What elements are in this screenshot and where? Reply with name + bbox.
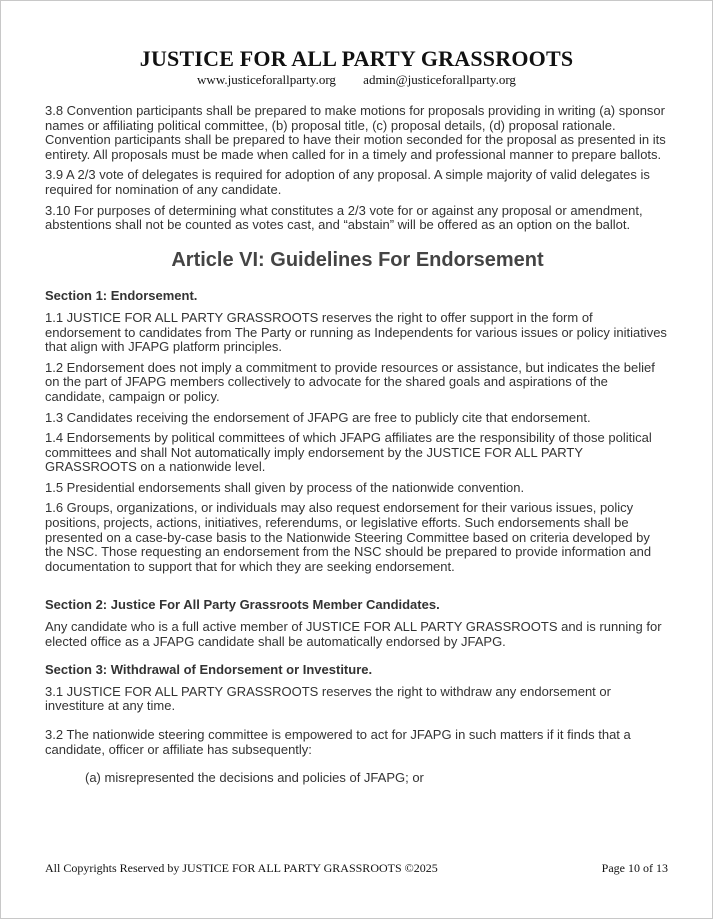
paragraph-1-5: 1.5 Presidential endorsements shall given by process of the nationwide convention. <box>45 479 525 495</box>
paragraph-1-6: 1.6 Groups, organizations, or individuals may also request endorsement for their various issues, policy positions, projects, actions, initiatives, referendums, or legislative efforts. Such endorsements shall be presented on a case-by-case basis to the Nationwide Steering Committee based on criteria developed by the NSC. Those requesting an endorsement from the NSC should be prepared to provide information and documentation to support that for which they are seeking endorsement. <box>45 500 652 574</box>
website-link[interactable]: www.justiceforallparty.org <box>197 72 336 87</box>
paragraph-3-1: 3.1 JUSTICE FOR ALL PARTY GRASSROOTS reserves the right to withdraw any endorsement or investiture at any time. <box>45 683 611 714</box>
paragraph-3-10: 3.10 For purposes of determining what constitutes a 2/3 vote for or against any proposal or amendment, abstentions shall not be counted as votes cast, and “abstain” will be offered as an option on the ballot. <box>45 202 643 233</box>
list-item-a: (a) misrepresented the decisions and policies of JFAPG; or <box>85 770 424 786</box>
paragraph-1-1: 1.1 JUSTICE FOR ALL PARTY GRASSROOTS reserves the right to offer support in the form of endorsement to candidates from The Party or running as Independents for various issues or policy initiatives that align with JFAPG platform principles. <box>45 309 667 355</box>
paragraph-3-9: 3.9 A 2/3 vote of delegates is required for adoption of any proposal. A simple majority of valid delegates is required for nomination of any candidate. <box>45 167 650 197</box>
paragraph-section-2: Any candidate who is a full active member of JUSTICE FOR ALL PARTY GRASSROOTS and is running for elected office as a JFAPG candidate shall be automatically endorsed by JFAPG. <box>45 619 662 649</box>
document-header-title: JUSTICE FOR ALL PARTY GRASSROOTS <box>139 46 574 71</box>
section-3-heading: Section 3: Withdrawal of Endorsement or Investiture. <box>45 662 373 678</box>
section-1-heading: Section 1: Endorsement. <box>45 288 198 304</box>
footer-page-number: Page 10 of 13 <box>601 861 668 875</box>
email-link[interactable]: admin@justiceforallparty.org <box>363 72 516 87</box>
paragraph-1-3: 1.3 Candidates receiving the endorsement of JFAPG are free to publicly cite that endorsement. <box>45 409 591 425</box>
footer-copyright: All Copyrights Reserved by JUSTICE FOR ALL PARTY GRASSROOTS ©2025 <box>45 861 438 875</box>
paragraph-3-2: 3.2 The nationwide steering committee is empowered to act for JFAPG in such matters if it finds that a candidate, officer or affiliate has subsequently: <box>45 727 631 757</box>
paragraph-3-8: 3.8 Convention participants shall be prepared to make motions for proposals providing in writing (a) sponsor names or affiliating political committee, (b) proposal title, (c) proposal details, (d) proposal rationale. Convention participants shall be prepared to have their motion seconded for the proposal as presented in its entirety. All proposals must be made when called for in a timely and professional manner to prepare ballots. <box>45 103 666 162</box>
header-contacts <box>1 72 712 88</box>
section-2-heading: Section 2: Justice For All Party Grassroots Member Candidates. <box>45 597 440 613</box>
paragraph-1-2: 1.2 Endorsement does not imply a commitment to provide resources or assistance, but indicates the belief on the part of JFAPG members collectively to advocate for the shared goals and aspirations of the candidate, campaign or policy. <box>45 359 655 404</box>
article-title: Article VI: Guidelines For Endorsement <box>171 248 544 271</box>
paragraph-1-4: 1.4 Endorsements by political committees of which JFAPG affiliates are the responsibility of those political committees and shall Not automatically imply endorsement by the JUSTICE FOR ALL PARTY GRASSROOTS on a nationwide level. <box>45 430 652 475</box>
document-body <box>45 104 670 792</box>
